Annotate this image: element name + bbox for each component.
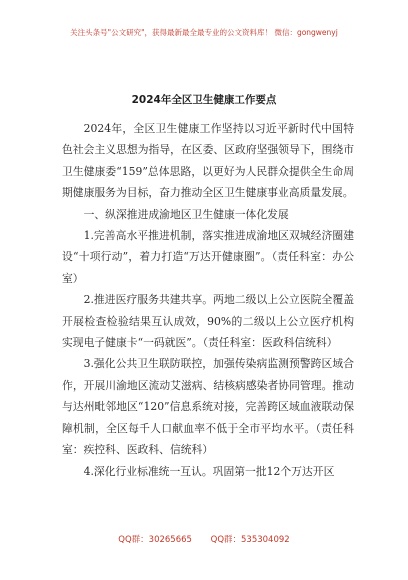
qq-group-1: QQ群：30265665 [118,535,192,545]
footer-note [0,533,408,545]
item-paragraph: 3.强化公共卫生联防联控，加强传染病监测预警跨区域合作，开展川渝地区流动艾滋病、结核病感染者协同管理。推动与达州毗邻地区“120”信息系统对接，完善跨区域血液联动保障机制，全区每千人口献血率不低于全市平均水平。（责任科室：疾控科、医政科、信统科） [62,357,354,457]
item-paragraph: 4.深化行业标准统一互认。巩固第一批12个万达开区 [83,464,335,478]
document-body [62,118,354,482]
item-paragraph: 2.推进医疗服务共建共享。两地二级以上公立医院全覆盖开展检查检验结果互认成效，90%的二级以上公立医疗机构实现电子健康卡“一码就医”。（责任科室：医政科信统科） [62,293,354,350]
item-paragraph: 1.完善高水平推进机制，落实推进成渝地区双城经济圈建设“十项行动”，着力打造“万达开健康圈”。（责任科室：办公室） [62,229,354,285]
section-heading: 一、纵深推进成渝地区卫生健康一体化发展 [83,207,289,221]
intro-paragraph: 2024年，全区卫生健康工作坚持以习近平新时代中国特色社会主义思想为指导，在区委、区政府坚强领导下，围绕市卫生健康委“159”总体思路，以更好为人民群众提供全生命周期健康服务为目标，奋力推动全区卫生健康事业高质量发展。 [62,122,354,200]
document-title: 2024年全区卫生健康工作要点 [131,94,277,106]
header-note: 关注头条号"公文研究"，获得最新最全最专业的公文资料库！ 微信：gongwenyj [70,28,338,37]
qq-group-2: QQ群：535304092 [210,535,290,545]
